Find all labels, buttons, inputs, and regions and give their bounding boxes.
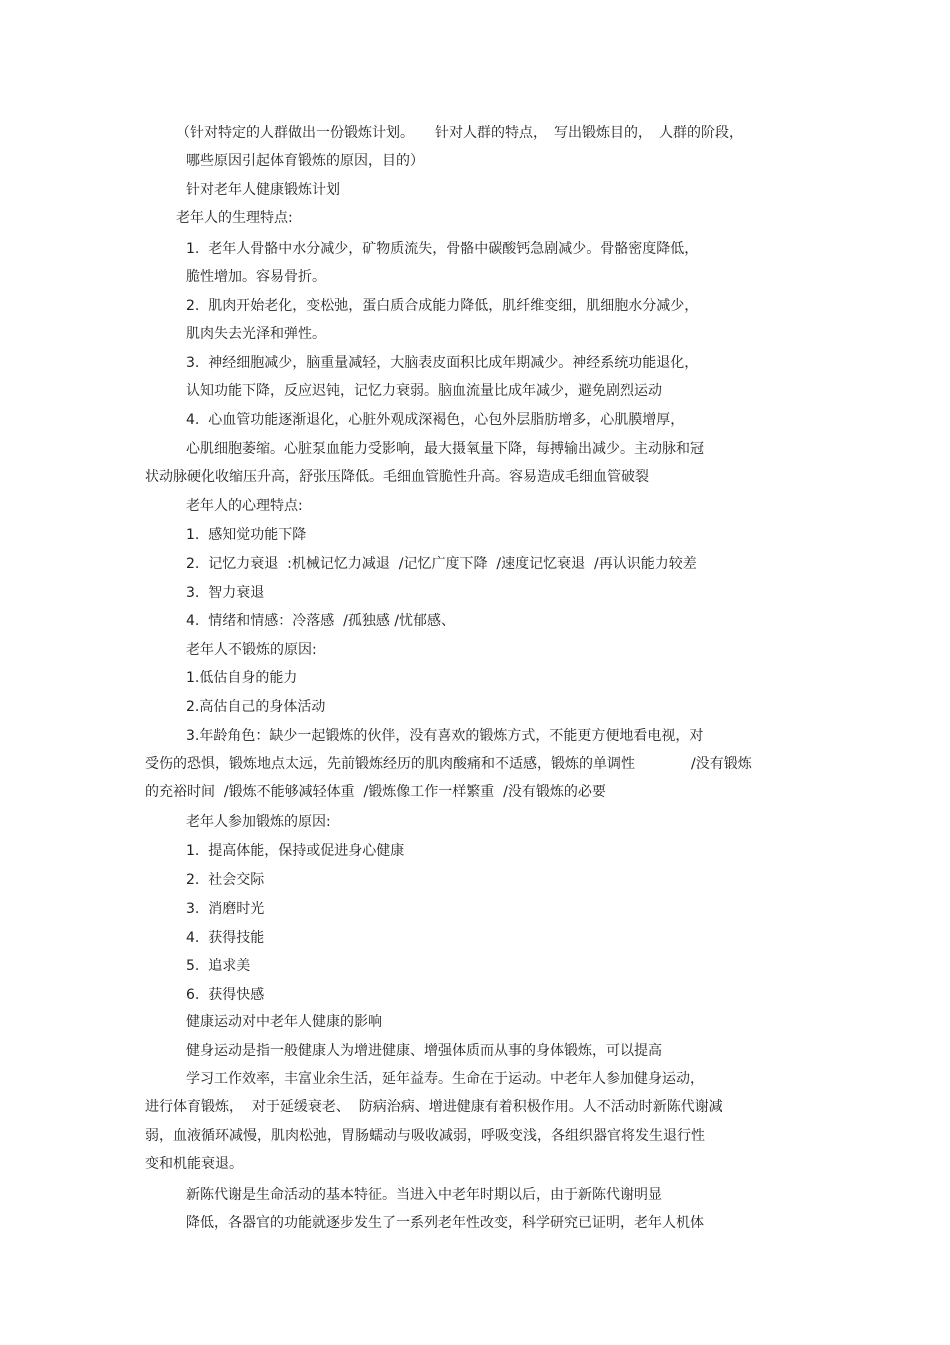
- list-item: 3. 智力衰退: [186, 585, 265, 601]
- plan-title: 针对老年人健康锻炼计划: [186, 182, 340, 198]
- paragraph-line: 弱，血液循环减慢，肌肉松弛，胃肠蠕动与吸收减弱，呼吸变浅，各组织器官将发生退行性: [145, 1128, 705, 1144]
- section-heading-impact: 健康运动对中老年人健康的影响: [186, 1014, 382, 1030]
- paragraph-line: 进行体育锻炼， 对于延缓衰老、 防病治病、增进健康有着积极作用。人不活动时新陈代谢减: [145, 1099, 723, 1115]
- section-heading-physiology: 老年人的生理特点:: [176, 210, 293, 226]
- list-item: 4. 获得技能: [186, 930, 265, 946]
- list-item-continuation: 肌肉失去光泽和弹性。: [186, 326, 326, 342]
- list-item: 4. 心血管功能逐渐退化，心脏外观成深褐色，心包外层脂肪增多，心肌膜增厚，: [186, 412, 685, 428]
- list-item: 6. 获得快感: [186, 987, 265, 1003]
- list-item: 2.高估自己的身体活动: [186, 699, 326, 715]
- list-item: 3. 消磨时光: [186, 901, 265, 917]
- list-item-continuation: 认知功能下降，反应迟钝，记忆力衰弱。脑血流量比成年减少，避免剧烈运动: [186, 383, 662, 399]
- paragraph-line: 健身运动是指一般健康人为增进健康、增强体质而从事的身体锻炼，可以提高: [186, 1043, 662, 1059]
- paragraph-line: 降低，各器官的功能就逐步发生了一系列老年性改变，科学研究已证明，老年人机体: [186, 1215, 704, 1231]
- intro-line-1: （针对特定的人群做出一份锻炼计划。 针对人群的特点， 写出锻炼目的， 人群的阶段，: [176, 125, 743, 141]
- paragraph-line: 学习工作效率，丰富业余生活，延年益寿。生命在于运动。中老年人参加健身运动，: [186, 1071, 704, 1087]
- list-item: 2. 肌肉开始老化，变松弛，蛋白质合成能力降低，肌纤维变细，肌细胞水分减少，: [186, 298, 699, 314]
- list-item-continuation: 心肌细胞萎缩。心脏泵血能力受影响，最大摄氧量下降，每搏输出减少。主动脉和冠: [186, 441, 704, 457]
- list-item-continuation: 受伤的恐惧，锻炼地点太远，先前锻炼经历的肌肉酸痛和不适感，锻炼的单调性 /没有锻炼: [145, 756, 752, 772]
- paragraph-line: 变和机能衰退。: [145, 1156, 243, 1172]
- list-item-continuation: 状动脉硬化收缩压升高，舒张压降低。毛细血管脆性升高。容易造成毛细血管破裂: [145, 469, 649, 485]
- section-heading-join-exercise: 老年人参加锻炼的原因:: [186, 814, 331, 830]
- section-heading-psychology: 老年人的心理特点:: [186, 498, 303, 514]
- list-item: 3. 神经细胞减少，脑重量减轻，大脑表皮面积比成年期减少。神经系统功能退化，: [186, 355, 699, 371]
- list-item: 2. 社会交际: [186, 872, 265, 888]
- paragraph-line: 新陈代谢是生命活动的基本特征。当进入中老年时期以后，由于新陈代谢明显: [186, 1187, 662, 1203]
- list-item-continuation: 的充裕时间 /锻炼不能够减轻体重 /锻炼像工作一样繁重 /没有锻炼的必要: [145, 784, 606, 800]
- list-item: 1. 感知觉功能下降: [186, 527, 307, 543]
- list-item-continuation: 脆性增加。容易骨折。: [186, 269, 326, 285]
- intro-line-2: 哪些原因引起体育锻炼的原因，目的）: [186, 153, 424, 169]
- list-item: 5. 追求美: [186, 958, 251, 974]
- list-item: 4. 情绪和情感：冷落感 /孤独感 /忧郁感、: [186, 613, 456, 629]
- list-item: 2. 记忆力衰退 :机械记忆力减退 /记忆广度下降 /速度记忆衰退 /再认识能力较差: [186, 556, 697, 572]
- list-item: 1. 老年人骨骼中水分减少，矿物质流失，骨骼中碳酸钙急剧减少。骨骼密度降低，: [186, 241, 699, 257]
- list-item: 3.年龄角色：缺少一起锻炼的伙伴，没有喜欢的锻炼方式，不能更方便地看电视，对: [186, 728, 704, 744]
- section-heading-no-exercise: 老年人不锻炼的原因:: [186, 642, 317, 658]
- list-item: 1.低估自身的能力: [186, 670, 298, 686]
- list-item: 1. 提高体能，保持或促进身心健康: [186, 843, 405, 859]
